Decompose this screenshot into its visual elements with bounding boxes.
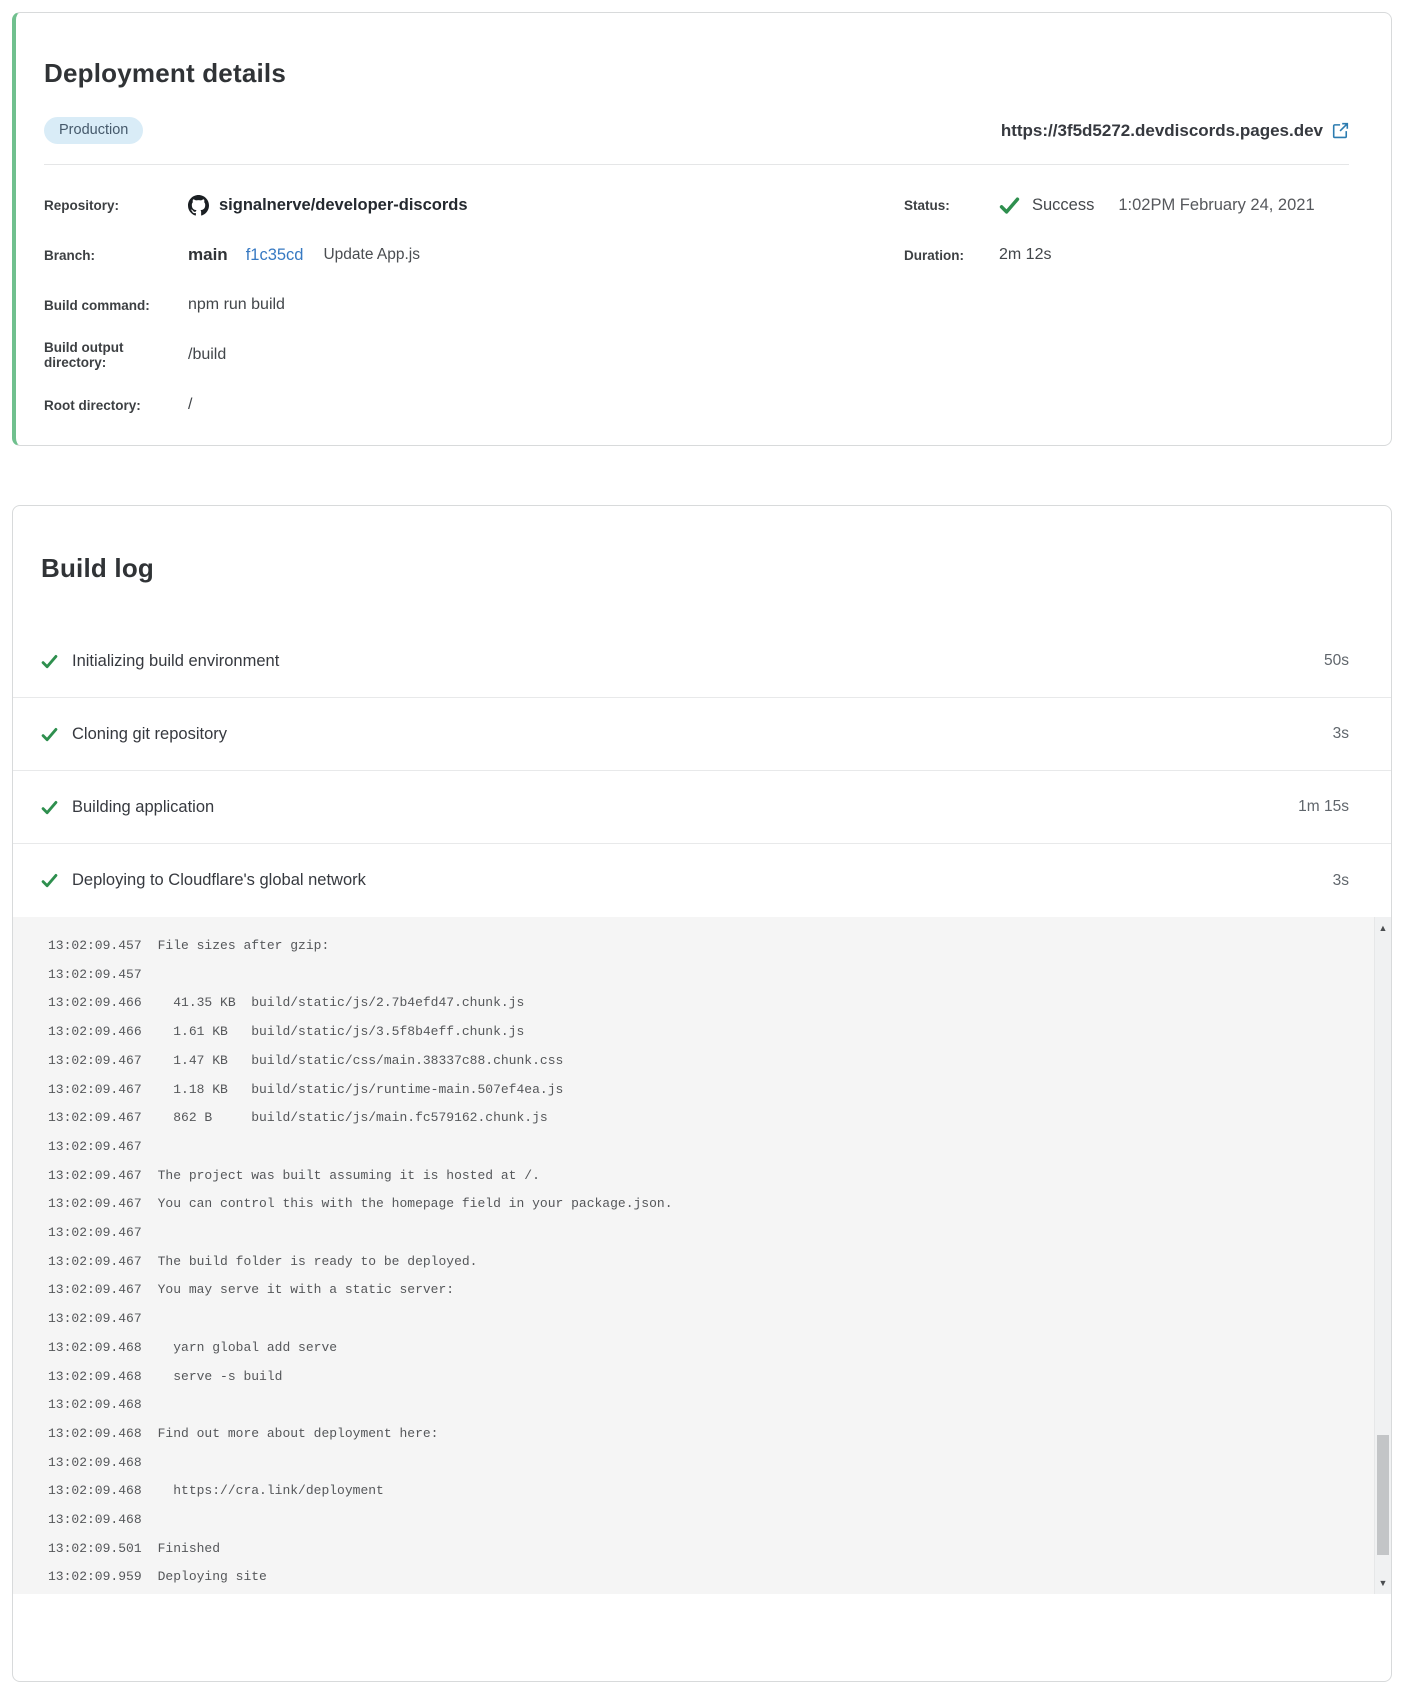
- log-timestamp: 13:02:09.467: [48, 1196, 142, 1212]
- log-timestamp: 13:02:09.468: [48, 1368, 142, 1384]
- log-message: https://cra.link/deployment: [157, 1483, 384, 1499]
- log-timestamp: 13:02:09.466: [48, 1024, 142, 1040]
- log-message: serve -s build: [157, 1368, 283, 1384]
- log-line: [48, 1477, 1311, 1506]
- build-output-directory-label: Build output directory:: [44, 340, 124, 370]
- details-right-column: [904, 191, 1349, 419]
- build-step-duration: 1m 15s: [1298, 798, 1349, 815]
- log-message: Deploying site: [157, 1569, 267, 1585]
- log-message: 862 B build/static/js/main.fc579162.chunk.js: [157, 1110, 548, 1126]
- deployment-url-text: https://3f5d5272.devdiscords.pages.dev: [1000, 120, 1323, 140]
- log-timestamp: 13:02:09.467: [48, 1282, 142, 1298]
- root-directory-row: [44, 391, 904, 419]
- duration-value: 2m 12s: [999, 246, 1052, 263]
- build-log-header: [13, 506, 1391, 584]
- log-scrollbar[interactable]: [1374, 917, 1391, 1594]
- log-message: Finished: [157, 1540, 221, 1556]
- build-step-duration: 3s: [1332, 871, 1349, 889]
- scrollbar-thumb[interactable]: [1377, 1435, 1389, 1555]
- build-step-row[interactable]: [13, 698, 1391, 771]
- status-timestamp: 1:02PM February 24, 2021: [1118, 195, 1315, 214]
- deployment-details-grid: [44, 165, 1349, 419]
- status-row: [904, 191, 1349, 219]
- log-timestamp: 13:02:09.466: [48, 995, 142, 1011]
- log-timestamp: 13:02:09.467: [48, 1225, 142, 1241]
- log-message: You can control this with the homepage field in your package.json.: [157, 1196, 673, 1212]
- log-line: [48, 989, 1311, 1018]
- log-line: [48, 932, 1311, 961]
- log-timestamp: 13:02:09.467: [48, 1081, 142, 1097]
- build-output-directory-value: /build: [188, 346, 227, 363]
- build-log-output-panel: [13, 917, 1391, 1594]
- log-line: [48, 1076, 1311, 1105]
- repository-row: [44, 191, 904, 219]
- log-timestamp: 13:02:09.468: [48, 1483, 142, 1499]
- log-timestamp: 13:02:09.468: [48, 1339, 142, 1355]
- check-icon: [999, 195, 1020, 216]
- deployment-url-link[interactable]: [1001, 121, 1349, 141]
- log-message: yarn global add serve: [157, 1339, 338, 1355]
- log-message: 1.47 KB build/static/css/main.38337c88.chunk.css: [157, 1052, 564, 1068]
- log-line: [48, 1420, 1311, 1449]
- deployment-details-card: [12, 12, 1392, 446]
- duration-row: [904, 241, 1349, 269]
- log-line: [48, 1391, 1311, 1420]
- log-message: Find out more about deployment here:: [157, 1425, 439, 1441]
- check-icon: [41, 799, 58, 816]
- details-left-column: [44, 191, 904, 419]
- log-timestamp: 13:02:09.467: [48, 1167, 142, 1183]
- build-step-row[interactable]: [13, 771, 1391, 844]
- build-command-label: Build command:: [44, 297, 150, 313]
- log-timestamp: 13:02:09.457: [48, 938, 142, 953]
- build-log-card: [12, 505, 1392, 1682]
- log-message: 41.35 KB build/static/js/2.7b4efd47.chunk.js: [157, 995, 525, 1011]
- build-steps-list: [13, 625, 1391, 917]
- log-timestamp: 13:02:09.468: [48, 1397, 142, 1413]
- log-message: 1.61 KB build/static/js/3.5f8b4eff.chunk.js: [157, 1024, 525, 1040]
- repository-name: signalnerve/developer-discords: [219, 195, 468, 214]
- build-step-label: Deploying to Cloudflare's global network: [72, 871, 366, 889]
- log-line: [48, 1162, 1311, 1191]
- log-line: [48, 1506, 1311, 1535]
- log-message: The project was built assuming it is hosted at /.: [157, 1167, 540, 1183]
- log-line: [48, 1535, 1311, 1564]
- build-step-row[interactable]: [13, 625, 1391, 698]
- log-line: [48, 1563, 1311, 1592]
- check-icon: [41, 872, 58, 889]
- log-timestamp: 13:02:09.467: [48, 1110, 142, 1126]
- commit-hash-link[interactable]: f1c35cd: [245, 245, 304, 264]
- log-line: [48, 1018, 1311, 1047]
- log-line: [48, 1133, 1311, 1162]
- branch-row: [44, 241, 904, 269]
- scrollbar-up-arrow-icon[interactable]: ▲: [1378, 923, 1388, 933]
- scrollbar-down-arrow-icon[interactable]: ▼: [1378, 1578, 1388, 1588]
- build-step-row[interactable]: [13, 844, 1391, 917]
- log-line: [48, 1219, 1311, 1248]
- github-icon: [188, 195, 209, 216]
- check-icon: [41, 653, 58, 670]
- log-timestamp: 13:02:09.467: [48, 1311, 142, 1327]
- build-step-duration: 3s: [1332, 725, 1349, 742]
- badge-url-row: [44, 117, 1349, 144]
- duration-label: Duration:: [904, 247, 964, 263]
- root-directory-value: /: [188, 396, 193, 413]
- status-value: [999, 195, 1315, 216]
- log-line: [48, 1276, 1311, 1305]
- log-line: [48, 1190, 1311, 1219]
- commit-message: Update App.js: [323, 246, 420, 263]
- branch-name: main: [188, 245, 228, 264]
- build-output-directory-row: [44, 341, 904, 369]
- log-timestamp: 13:02:09.959: [48, 1569, 142, 1585]
- build-command-value: npm run build: [188, 296, 285, 313]
- build-step-label: Building application: [72, 797, 215, 816]
- log-timestamp: 13:02:09.457: [48, 966, 142, 982]
- build-log-title: Build log: [41, 553, 154, 583]
- log-line: [48, 1047, 1311, 1076]
- log-message: You may serve it with a static server:: [157, 1282, 455, 1298]
- log-line: [48, 1334, 1311, 1363]
- repository-link[interactable]: [188, 195, 468, 216]
- external-link-icon: [1332, 122, 1349, 139]
- repository-label: Repository:: [44, 197, 120, 213]
- log-timestamp: 13:02:09.467: [48, 1052, 142, 1068]
- log-message: The build folder is ready to be deployed.: [157, 1253, 478, 1269]
- log-line: [48, 1363, 1311, 1392]
- log-message: File sizes after gzip:: [157, 938, 330, 953]
- log-line: [48, 1104, 1311, 1133]
- log-timestamp: 13:02:09.501: [48, 1540, 142, 1556]
- log-timestamp: 13:02:09.468: [48, 1454, 142, 1470]
- deployment-details-title: Deployment details: [44, 58, 286, 88]
- log-line: [48, 961, 1311, 990]
- status-label: Status:: [904, 197, 950, 213]
- status-text: Success: [1032, 195, 1095, 214]
- build-step-label: Initializing build environment: [72, 651, 280, 670]
- build-command-row: [44, 291, 904, 319]
- log-message: 1.18 KB build/static/js/runtime-main.507ef4ea.js: [157, 1081, 564, 1097]
- log-timestamp: 13:02:09.467: [48, 1138, 142, 1154]
- check-icon: [41, 726, 58, 743]
- log-line: [48, 1248, 1311, 1277]
- build-step-duration: 50s: [1324, 652, 1349, 669]
- build-step-label: Cloning git repository: [72, 724, 227, 743]
- log-line: [48, 1305, 1311, 1334]
- environment-badge: Production: [44, 117, 143, 144]
- branch-label: Branch:: [44, 247, 96, 263]
- log-timestamp: 13:02:09.467: [48, 1253, 142, 1269]
- root-directory-label: Root directory:: [44, 397, 141, 413]
- log-line: [48, 1449, 1311, 1478]
- log-timestamp: 13:02:09.468: [48, 1512, 142, 1528]
- log-timestamp: 13:02:09.468: [48, 1425, 142, 1441]
- log-lines: [48, 932, 1311, 1592]
